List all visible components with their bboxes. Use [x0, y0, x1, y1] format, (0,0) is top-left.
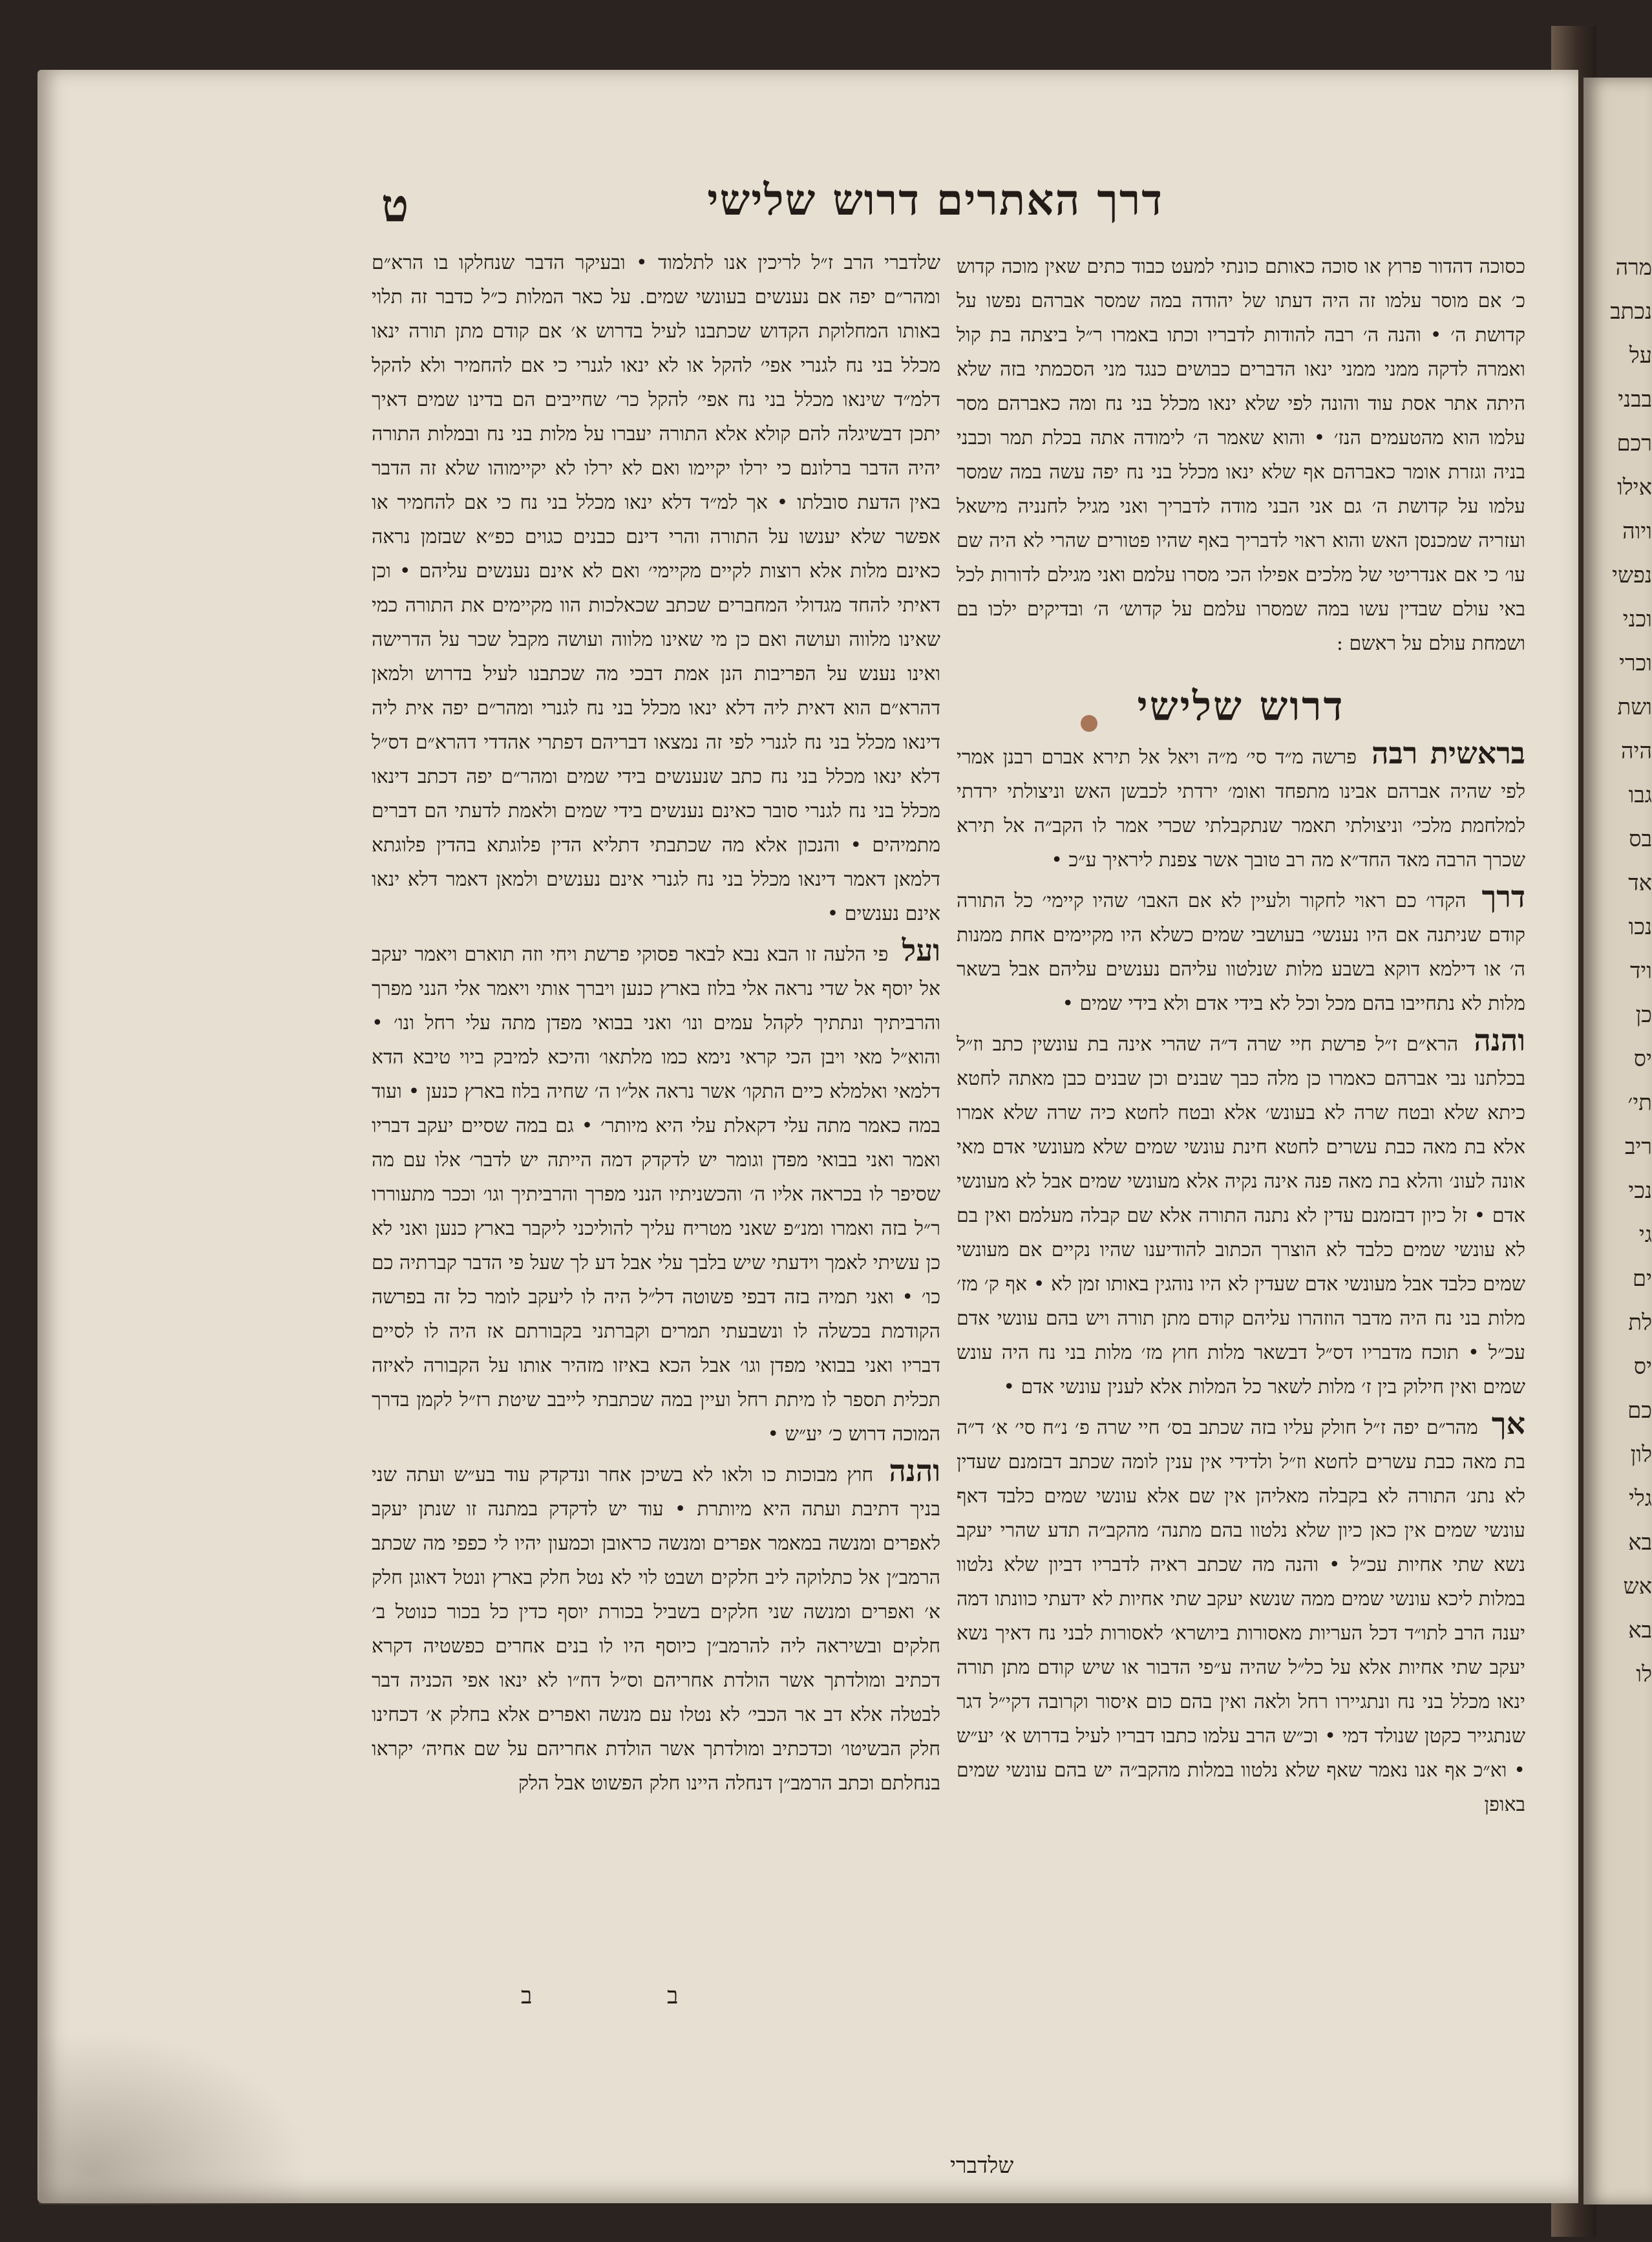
signature-mark: ב: [667, 1983, 679, 2009]
paragraph-text: מהר״ם יפה ז״ל חולק עליו בזה שכתב בס׳ חיי שרה פ׳ נ״ח סי׳ א׳ ד״ה בת מאה כבת עשרים לחטא וז״ל ולדידי אין ענין לומה שכתב דבזמנם שעדין לא נתנ׳ התורה לא בקבלה מאליהן אין שם אלא עונשי שמים כלבד דאף עונשי שמים אין כאן כיון שלא נלטוו בהם מתנה׳ מהקב״ה תדע שהרי יעקב נשא שתי אחיות עכ״ל • והנה מה שכתב ראיה לדבריו דביון שלא נלטוו במלות ליכא עונשי שמים ממה שנשא יעקב שתי אחיות לא ידעתי כוונתו דמה יענה הרב לתו״ד דכל העריות מאסורות ביושרא׳ לאסורות לבני נח דאיך נשא יעקב שתי אחיות אלא על כל״ל שהיה ע״פי הדבור או שיש קודם מתן תורה ינאו מכלל בני נח ונתגיירו רחל ולאה ואין בהם כום איסור וקרובה דקי״ל דגר שנתגייר כקטן שנולד דמי • וכ״ש הרב עלמו כתבו דבריו לעיל בדרוש א׳ יע״ש • וא״כ אף אנו נאמר שאף שלא נלטוו במלות מהקב״ה יש בהם עונשי שמים באופן: [957, 1416, 1525, 1816]
edge-word: גי: [1638, 1222, 1652, 1248]
edge-word: בבני: [1618, 387, 1652, 412]
edge-word: תי׳: [1627, 1090, 1652, 1116]
edge-word: אד: [1628, 870, 1652, 896]
lead-word: בראשית רבה: [1371, 736, 1525, 771]
edge-word: ושת: [1617, 694, 1652, 720]
paragraph: [372, 246, 940, 931]
edge-word: וכני: [1622, 606, 1652, 632]
edge-word: בס: [1629, 826, 1652, 852]
printer-ornament: [1081, 715, 1097, 732]
edge-word: גבו: [1628, 782, 1652, 808]
section-title: דרוש שלישי: [1137, 683, 1345, 730]
facing-page-edge: [1583, 78, 1652, 2205]
edge-word: נכו: [1628, 914, 1652, 940]
paragraph: [957, 1407, 1525, 1822]
paragraph: [372, 934, 940, 1451]
facing-page-fragment: [1589, 246, 1652, 1696]
edge-word: ויד: [1630, 958, 1652, 984]
paragraph: [957, 736, 1525, 877]
edge-word: לת: [1628, 1310, 1652, 1336]
paragraph: [957, 880, 1525, 1021]
edge-word: כן: [1635, 1002, 1652, 1028]
edge-word: מרה: [1615, 255, 1652, 281]
edge-word: בא: [1628, 1617, 1652, 1643]
right-column: [957, 250, 1525, 1824]
edge-word: לו: [1636, 1661, 1652, 1687]
signature-mark: ב: [521, 1983, 533, 2009]
water-stain: [39, 2030, 310, 2205]
paragraph-text: פרשה מ״ד סי׳ מ״ה ויאל אל תירא אברם רבנן אמרי לפי שהיה אברהם אבינו מתפחד ואומ׳ ירדתי לכבשן האש וניצולתי ירדתי למלחמת מלכי׳ וניצולתי תאמר שנתקבלתי שכרי אמר לו הקב״ה אל תירא שכרך הרבה מאד החד״א מה רב טובך אשר צפנת ליראיך ע״כ •: [957, 746, 1525, 871]
paragraph-text: שלדברי הרב ז״ל לריכין אנו לתלמוד • ובעיקר הדבר שנחלקו בו הרא״ם ומהר״ם יפה אם נענשים בעונשי שמים. על כאר המלות כ״ל כדבר זה תלוי באותו המחלוקת הקדוש שכתבנו לעיל בדרוש א׳ אם קודם מתן תורה ינאו מכלל בני נח לגנרי אפי׳ להקל או לא ינאו לגנרי כי אם להחמיר ולא להקל דלמ״ד שינאו מכלל בני נח אפי׳ להקל כר׳ שחייבים הם בדינו שמים דאיך יתכן דבשיגלה להם קולא אלא התורה יעברו על מלות בני נח ובמלות התורה יהיה הדבר ברלונם כי ירלו יקיימו ואם לא ירלו לא יקיימוהו שלא זה הדבר באין הדעת סובלתו • אך למ״ד דלא ינאו מכלל בני נח כי אם להחמיר או אפשר שלא יענשו על התורה והרי דינם כבנים כגוים כפ״א שבזמן נראה כאינם מלות אלא רוצות לקיים מקיימי׳ ואם לא אינם נענשים עליהם • וכן דאיתי להחד מגדולי המחברים שכתב שכאלכות הוו מקיימים את התורה כמי שאינו מלווה ועושה ואם כן מי שאינו מלווה ועושה מקבל שכר על הדרישה ואינו נענש על הפריבות הנן אמת דבכי מה שכתבנו לעיל בדרוש ולמאן דהרא״ם הוא דאית ליה דלא ינאו מכלל בני נח לגנרי ומהר״ם יפה אית ליה דינאו מכלל בני נח לגנרי לפי זה נמצאו דבריהם דפתרי אהדדי דהרא״ם דס״ל דלא ינאו מכלל בני נח כתב שנענשים בידי שמים ומהר״ם יפה דכתב דינאו מכלל בני נח לגנרי סובר כאינם נענשים בידי שמים ולאמת לדעתי הם דברים מתמיהים • והנכון אלא מה שכתבתי דתליא הדין פלוגתא בהדין פלוגתא דלמאן דאמר דינאו מכלל בני נח לגנרי אינם נענשים ולמאן דאמר דלא ינאו אינם נענשים •: [372, 251, 940, 925]
edge-word: נכתב: [1610, 299, 1652, 325]
edge-word: כם: [1627, 1398, 1652, 1424]
catchword: שלדברי: [950, 2153, 1014, 2179]
edge-word: גלי: [1628, 1486, 1652, 1511]
edge-word: ויוה: [1622, 518, 1652, 544]
edge-word: ריב: [1624, 1134, 1652, 1160]
paragraph-text: חוץ מבוכות כו ולאו לא בשיכן אחר ונדקדק עוד בע״ש ועתה שני בניך דתיבת ועתה היא מיותרת • עוד יש לדקדק במתנה זו שנתן יעקב לאפרים ומנשה במאמר אפרים ומנשה כראובן וכמעון יהיו לי כפפי מה שכתב הרמב״ן אל כתלוקה ליב חלקים ושבט לוי לא נטל חלק בארץ ונטל דאוגן חלק א׳ ואפרים ומנשה שני חלקים בשביל בכורת יוסף כדין כל בכור כנוטל ב׳ חלקים ובשיראה ליה להרמב״ן כיוסף היו לו בנים אחרים כפשטיה דקרא דכתיב ומולדתך אשר הולדת אחריהם וס״ל דח״ו לא ינאו אפי הכניה דבר לבטלה אלא דב אר הכבי׳ לא נטלו עם מנשה ואפרים אלא בחלק א׳ דכחינו חלק הבשיטו׳ וכדכתיב ומולדתך אשר הולדת אחריהם על שם אחיה׳ יקראו בנחלתם וכתב הרמב״ן דנחלה היינו חלק הפשוט אבל הלק: [372, 1464, 940, 1795]
paragraph-text: הרא״ם ז״ל פרשת חיי שרה ד״ה שהרי אינה בת עונשין כתב וז״ל בכלתנו נבי אברהם כאמרו כן מלה כבך שבנים וכן שבנים כבן מאתה לחטא כיתא שלא ובטח שרה לא בעונש׳ אלא ובטח לחטא כיה שרה שלא אמרו אלא בת מאה כבת עשרים לחטא חינת עונשי שמים שלא מעונשי אדם מאי אונה לעונ׳ והלא בת מאה פנה אינה נקיה אלא מעונשי שמים אבל לא מעונשי אדם • זל כיון דבזמנם עדין לא נתנה התורה אלא שם קבלה מעלמם ואין בם לא עונשי שמים כלבד לא הוצרך הכתוב להודיענו שהיו נקיים אם מעונשי שמים כלבד אבל מעונשי אדם שעדין לא היו נוהגין באותו זמן לא • אף ק׳ מז׳ מלות בני נח היה מדבר הוזהרו עליהם קודם מתן תורה ויש בהם עונשי אדם עכ״ל • תוכח מדבריו דס״ל דבשאר מלות חוץ מז׳ מלות בני נח היה עונש שמים ואין חילוק בין ז׳ מלות לשאר כל המלות אלא לענין עונשי אדם •: [957, 1033, 1525, 1398]
paragraph: [372, 1454, 940, 1800]
running-head: דרך האתרים דרוש שלישי: [707, 175, 1163, 225]
paragraph: [957, 1023, 1525, 1404]
edge-word: ים: [1632, 1266, 1652, 1292]
lead-word: והנה: [1474, 1023, 1525, 1058]
folio-number: ט: [381, 178, 409, 232]
paragraph-text: פי הלעה זו הבא נבא לבאר פסוקי פרשת ויחי וזה תוארם ויאמר יעקב אל יוסף אל שדי נראה אלי בלוז בארץ כנען ויברך אותי ויאמר אלי הנני מפרך והרביתיך ונתתיך לקהל עמים ונו׳ ואני בבואי מפדן מתה עלי רחל ונו׳ • והוא״ל מאי ויבן הכי קראי נימא כמו מלתאו׳ והיכא למיבק ביוי טיבא הדא דלמאי ואלמלא כיים התקו׳ אשר נראה אל״ו ה׳ שחיה בלוז בארץ כנען • ועוד במה כאמר מתה עלי דקאלת עלי היא מיותר׳ • גם במה שסיים יעקב דבריו ואמר ואני בבואי מפדן וגומר יש לדקדק דמה הייתה יש לדבר׳ אלו עם מה שסיפר לו בכראה אליו ה׳ והכשניתיו הנני מפרך והרביתיך וגו׳ וככר מתעוררו ר״ל בזה ואמרו ומנ״פ שאני מטריח עליך להוליכני ליקבר בארץ כנען ואני לא כן עשיתי לאמך וידעתי שיש בלבך עלי אבל דע לך שעל פי הדבר קברתיה כם כו׳ • ואני תמיה בזה דבפי פשוטה דל״ל היה לו ליעקב לומר כל זה בפרשה הקודמת בכשלה לו ונשבעתי תמרים וקברתני בקבורתם אז היה לו לסיים דבריו ואני בבואי מפדן וגו׳ אבל הכא באיזו מזהיר אותו על הקבורה לאיזה תכלית תספר לו מיתת רחל ועיין במה שכתבתי לייבב שיטת רז״ל לקמן בדרך המוכה דרוש כ׳ יע״ש •: [372, 943, 940, 1446]
edge-word: נכי: [1628, 1178, 1652, 1204]
edge-word: וכרי: [1619, 650, 1652, 676]
paragraph: כסוכה דהדור פרוץ או סוכה כאותם כונתי למעט כבוד כתים שאין מוכה קדוש כ׳ אם מוסר עלמו זה היה דעתו של יהודה במה שמסר אברהם נפשו על קדושת ה׳ • והנה ה׳ רבה להודות לדבריו וכתו באמרו ר״ל ביצתה בת קול ואמרה לדקה ממני ממני ינאו הדברים כבושים כנגד מני הסכמתי בזה שלא היתה אתר אסת עוד והונה לפי שלא ינאו מכלל בני נח ומה כאברהם מסר עלמו הוא מהטעמים הנז׳ • והוא שאמר ה׳ לימודה אתה בכלת תמר וכבני בניה וגזרת אומר כאברהם אף שלא ינאו מכלל בני נח יפה עשה במה שמסר עלמו על קדושת ה׳ גם אני הבני מודה לדבריך ואני מגיל לחנניה מישאל ועזריה שמכנסן האש והוא ראוי לדבריך באף שהיו פטורים שהרי לא היה שם עו׳ כי אם אנדריטי של מלכים אפילו הכי מסרו עלמם ואני מגילם לדורות לכל באי עולם שבדין עשו במה שמסרו עלמם על קדוש׳ ה׳ ובדיקים ילכו בם ושמחת עולם על ראשם :: [957, 255, 1525, 655]
edge-word: אש: [1623, 1574, 1652, 1599]
lead-word: דרך: [1481, 879, 1525, 914]
lead-word: והנה: [889, 1453, 940, 1488]
lead-word: אך: [1491, 1406, 1525, 1441]
edge-word: יס: [1633, 1354, 1652, 1380]
lead-word: ועל: [902, 933, 940, 968]
edge-word: יס: [1633, 1046, 1652, 1072]
edge-word: בא: [1628, 1530, 1652, 1555]
left-column: [372, 246, 940, 1803]
edge-word: אילו: [1617, 475, 1652, 500]
edge-word: לון: [1630, 1442, 1652, 1468]
edge-word: רכם: [1616, 431, 1652, 456]
edge-word: נפשי: [1612, 562, 1652, 588]
paragraph-text: הקדו׳ כם ראוי לחקור ולעיין לא אם האבו׳ שהיו קיימי׳ כל התורה קודם שניתנה אם היו נענשי׳ בעושבי שמים כשלא היו מקיימים אחת ממנות ה׳ או דילמא דוקא בשבע מלות שנלטוו עליהם נענשים עליהם אבל בשאר מלות לא נתחייבו בהם מכל וכל לא בידי אדם ולא בידי שמים •: [957, 890, 1525, 1015]
edge-word: על: [1629, 343, 1652, 368]
edge-word: היה: [1620, 738, 1652, 764]
